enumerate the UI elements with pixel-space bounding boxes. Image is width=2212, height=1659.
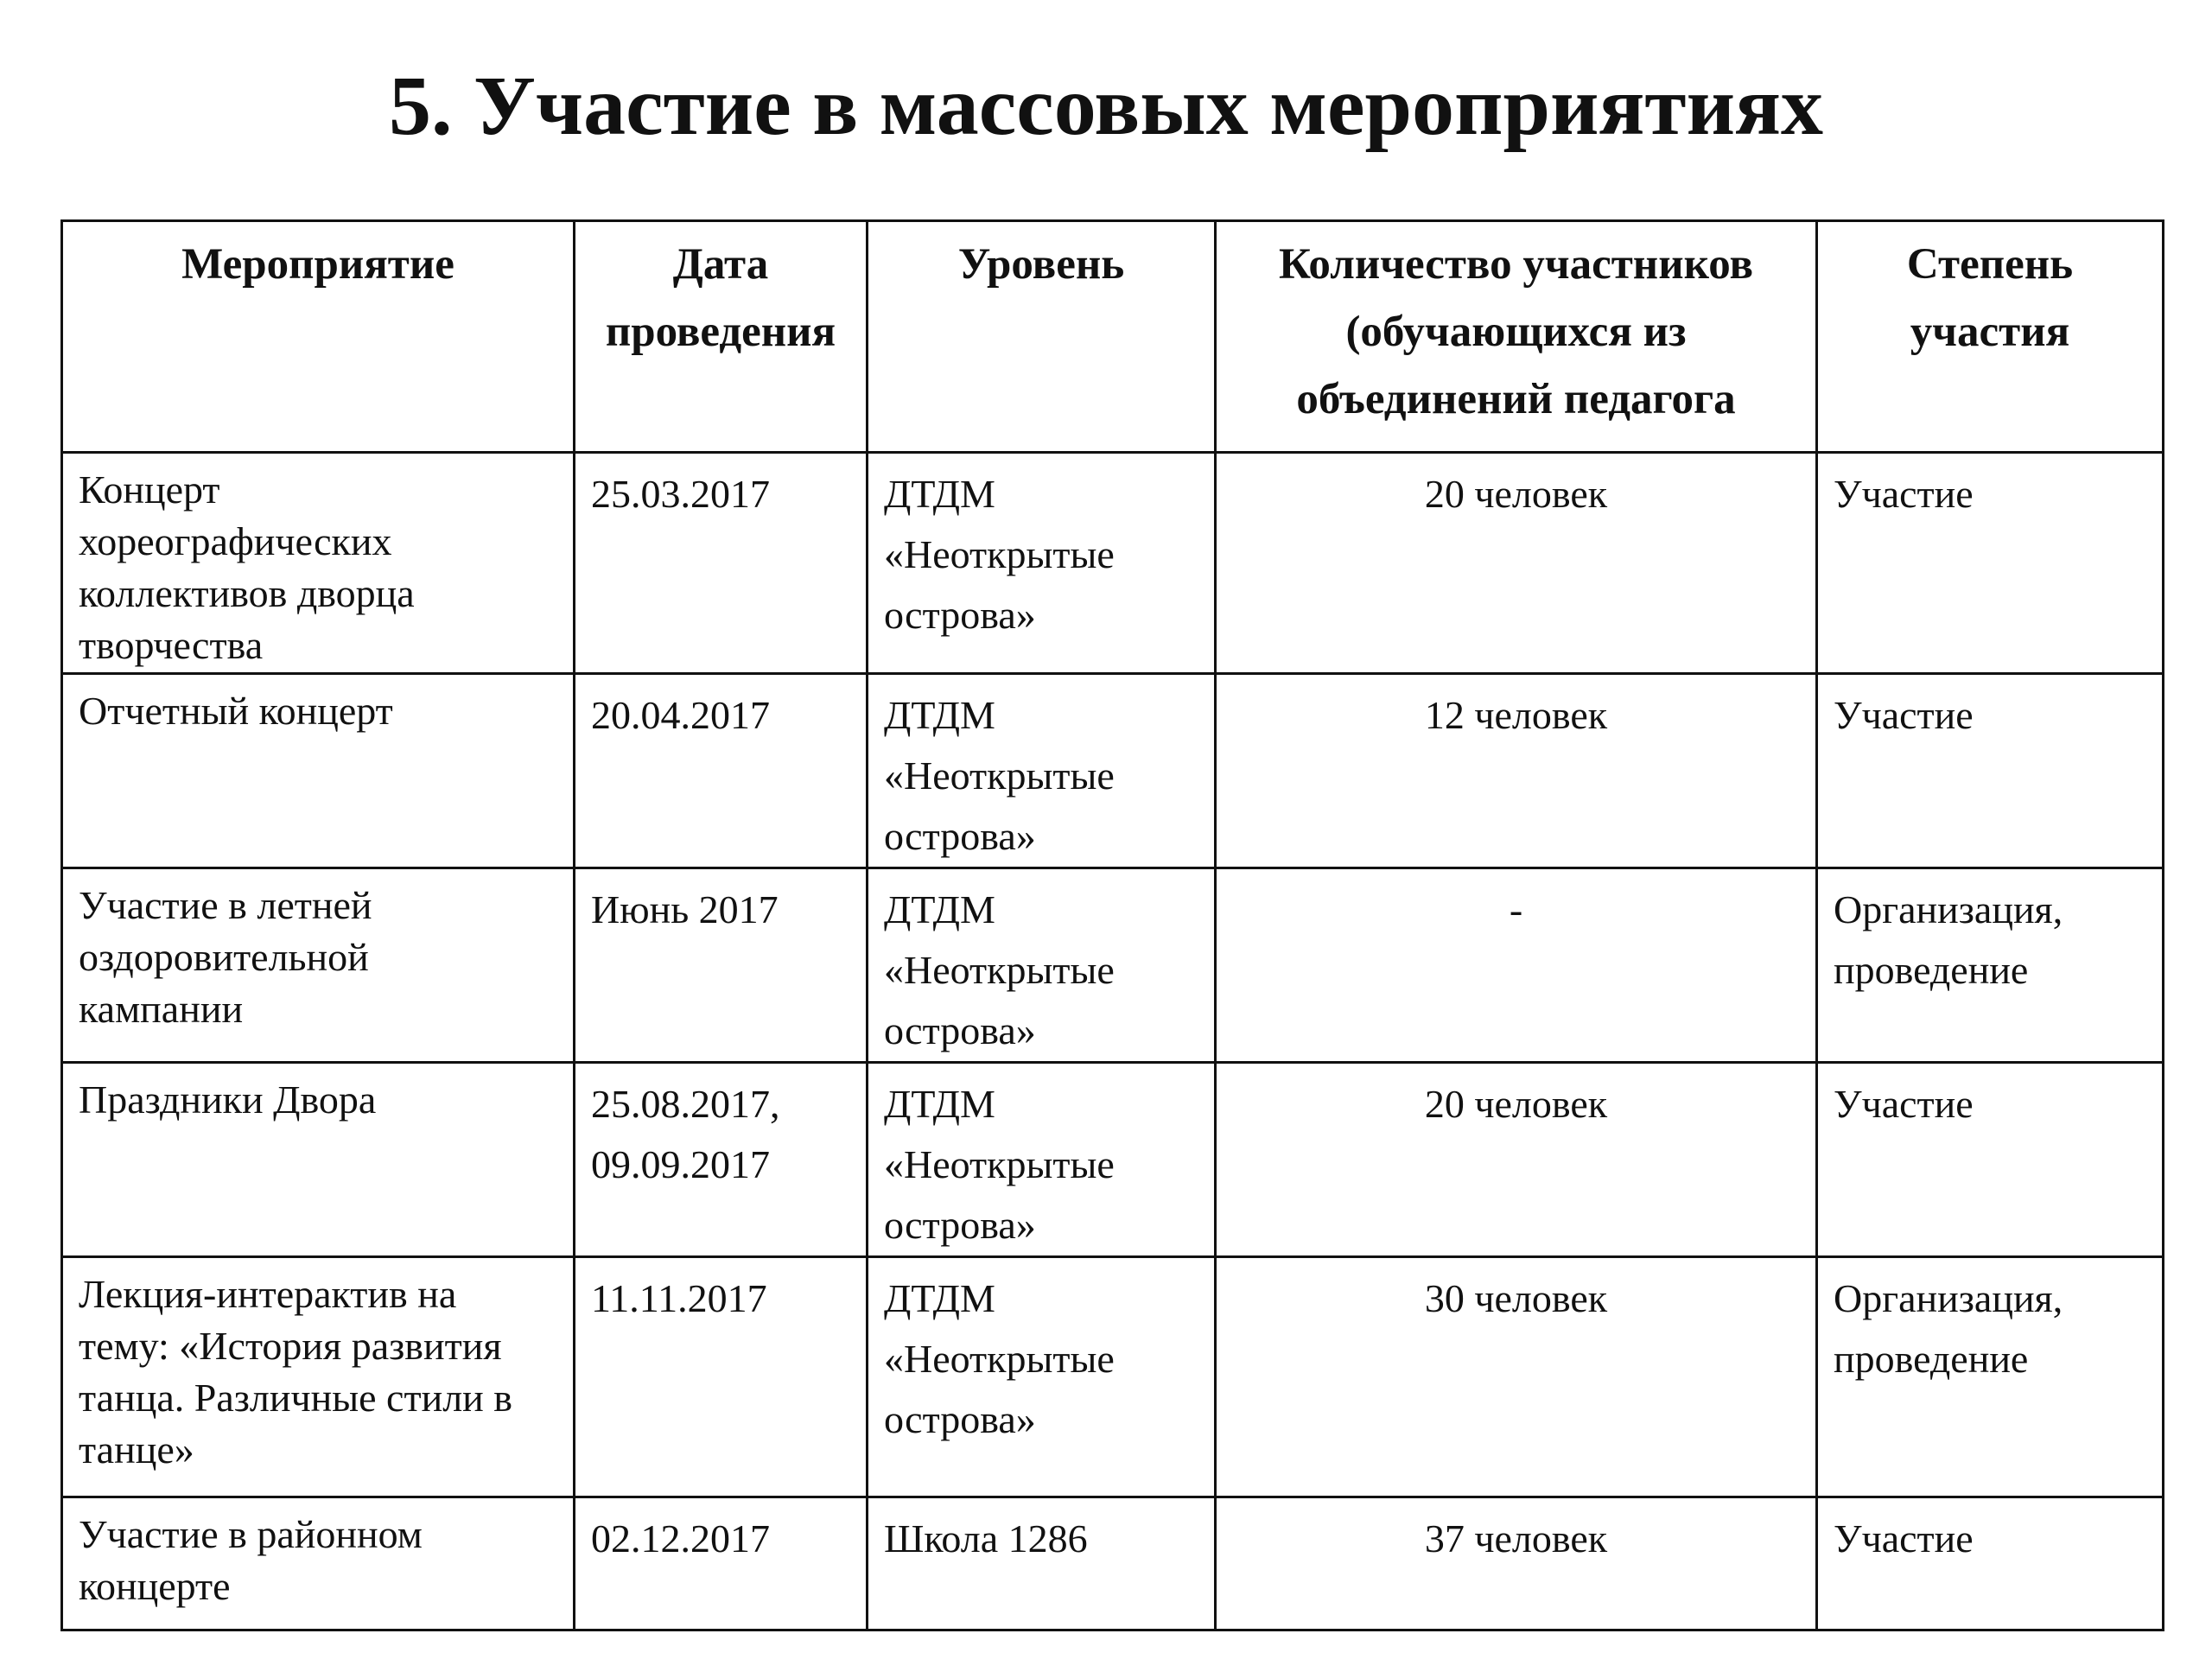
table-row <box>62 1257 2164 1497</box>
header-date: Дата проведения <box>575 221 868 453</box>
cell-level: Школа 1286 <box>868 1497 1216 1630</box>
cell-event: Концерт хореографических коллективов дворца творчества <box>62 453 575 674</box>
cell-event: Участие в летней оздоровительной кампании <box>62 868 575 1063</box>
page-title: 5. Участие в массовых мероприятиях <box>388 60 1824 153</box>
cell-level: ДТДМ «Неоткрытые острова» <box>868 1063 1216 1257</box>
cell-event: Участие в районном концерте <box>62 1497 575 1630</box>
cell-date: Июнь 2017 <box>575 868 868 1063</box>
cell-date: 11.11.2017 <box>575 1257 868 1497</box>
table-row <box>62 674 2164 868</box>
cell-level: ДТДМ «Неоткрытые острова» <box>868 674 1216 868</box>
table-row <box>62 1063 2164 1257</box>
cell-level: ДТДМ «Неоткрытые острова» <box>868 868 1216 1063</box>
cell-date: 25.03.2017 <box>575 453 868 674</box>
table-header-row <box>62 221 2164 453</box>
cell-participants: 37 человек <box>1216 1497 1817 1630</box>
cell-participants: 12 человек <box>1216 674 1817 868</box>
table-row <box>62 1497 2164 1630</box>
table-row <box>62 453 2164 674</box>
cell-date: 25.08.2017, 09.09.2017 <box>575 1063 868 1257</box>
header-participants: Количество участников (обучающихся из объединений педагога <box>1216 221 1817 453</box>
cell-participation-degree: Организация, проведение <box>1817 868 2164 1063</box>
cell-date: 02.12.2017 <box>575 1497 868 1630</box>
cell-date: 20.04.2017 <box>575 674 868 868</box>
header-participation-degree: Степень участия <box>1817 221 2164 453</box>
table-row <box>62 868 2164 1063</box>
cell-participation-degree: Участие <box>1817 1497 2164 1630</box>
cell-participation-degree: Участие <box>1817 1063 2164 1257</box>
cell-participants: 20 человек <box>1216 1063 1817 1257</box>
cell-participants: - <box>1216 868 1817 1063</box>
cell-event: Лекция-интерактив на тему: «История развития танца. Различные стили в танце» <box>62 1257 575 1497</box>
cell-level: ДТДМ «Неоткрытые острова» <box>868 1257 1216 1497</box>
header-event: Мероприятие <box>62 221 575 453</box>
events-table <box>60 219 2164 1631</box>
cell-participation-degree: Организация, проведение <box>1817 1257 2164 1497</box>
cell-participants: 30 человек <box>1216 1257 1817 1497</box>
cell-participation-degree: Участие <box>1817 453 2164 674</box>
cell-event: Праздники Двора <box>62 1063 575 1257</box>
header-level: Уровень <box>868 221 1216 453</box>
cell-participants: 20 человек <box>1216 453 1817 674</box>
cell-level: ДТДМ «Неоткрытые острова» <box>868 453 1216 674</box>
cell-event: Отчетный концерт <box>62 674 575 868</box>
cell-participation-degree: Участие <box>1817 674 2164 868</box>
